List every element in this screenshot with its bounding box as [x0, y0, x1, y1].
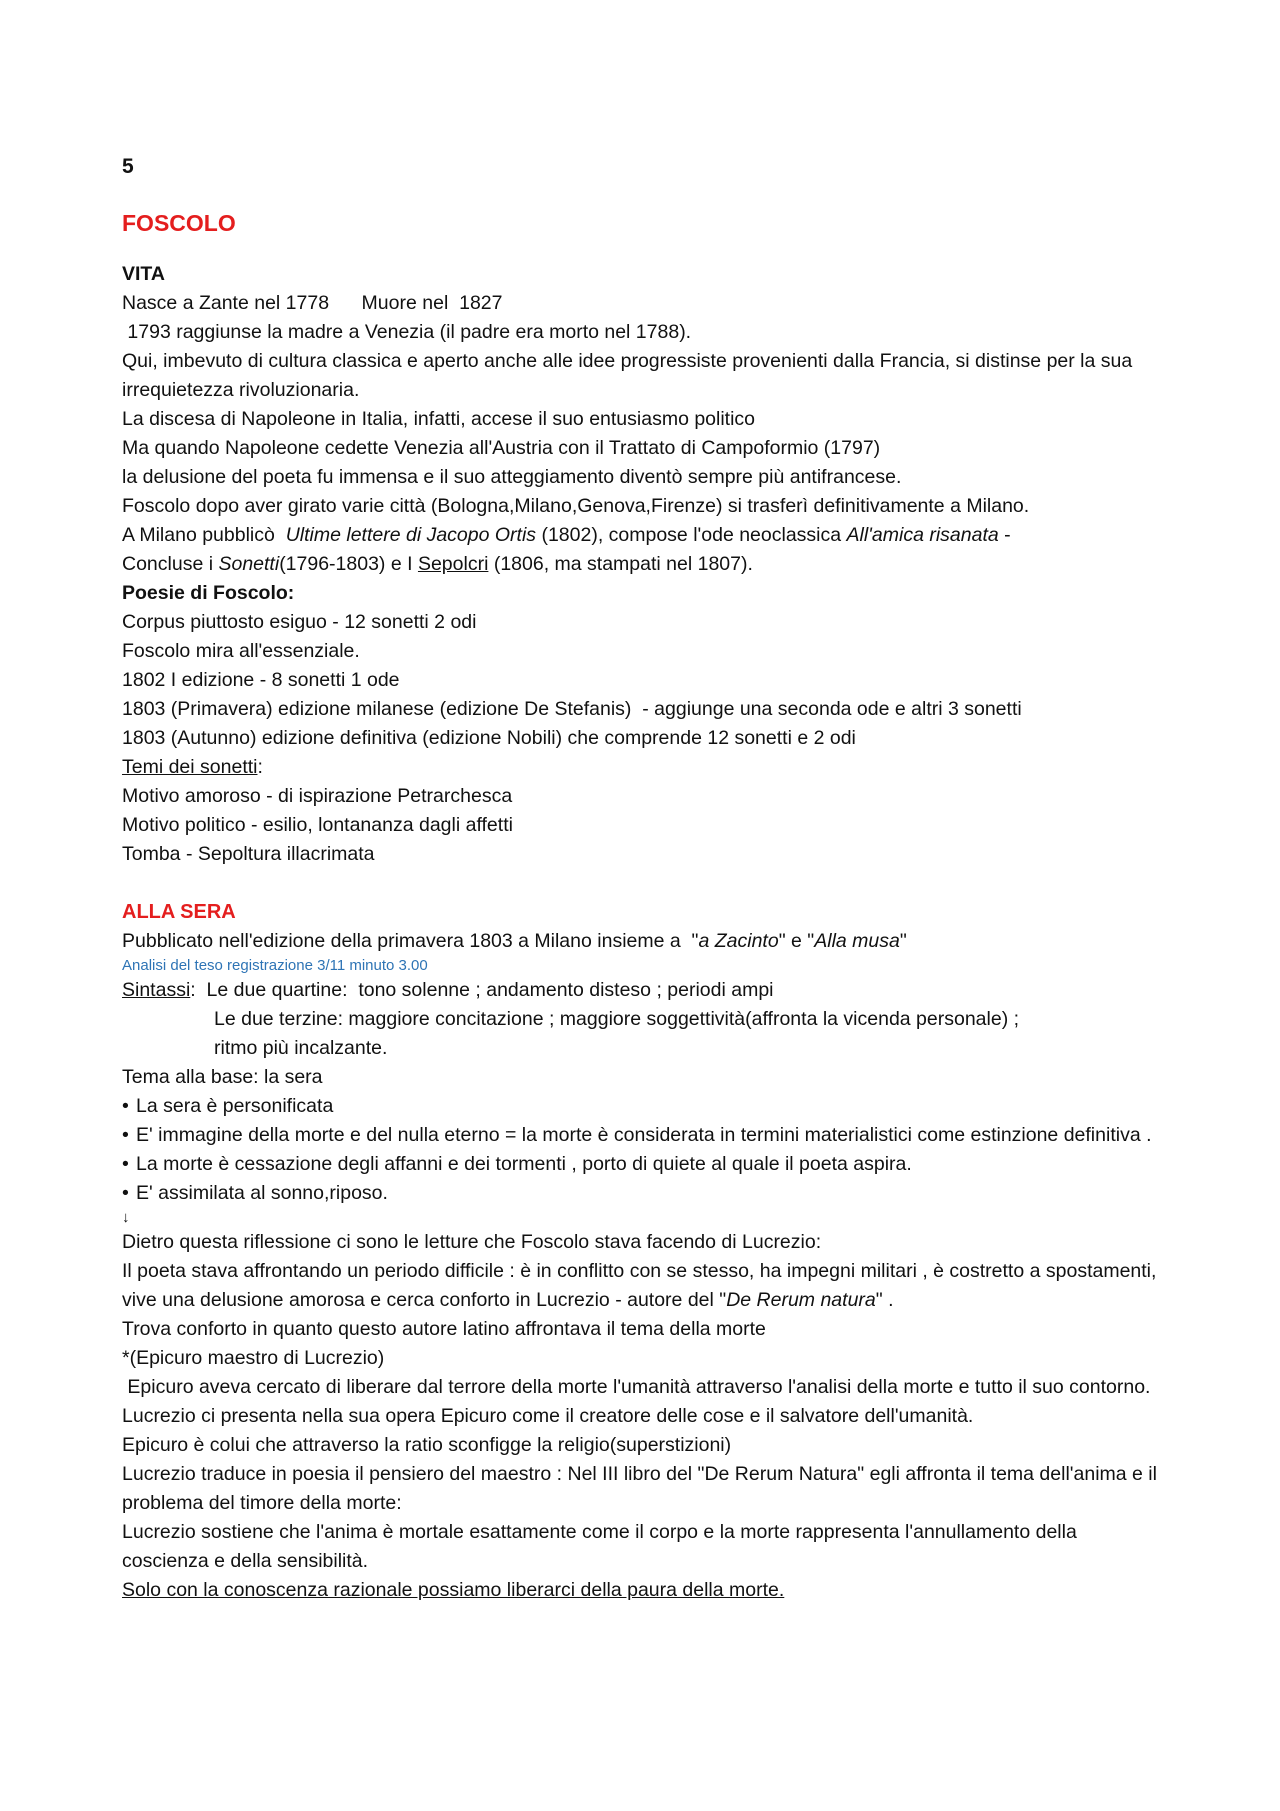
- vita-line-9-a: Concluse i: [122, 553, 219, 575]
- poesie-line-3: 1802 I edizione - 8 sonetti 1 ode: [122, 669, 400, 691]
- down-arrow-icon: ↓: [122, 1209, 130, 1226]
- vita-line-5: Ma quando Napoleone cedette Venezia all'Austria con il Trattato di Campoformio (1797): [122, 437, 881, 459]
- vita-line-8-a: A Milano pubblicò: [122, 524, 286, 546]
- bullet-item-2: • E' immagine della morte e del nulla eterno = la morte è considerata in termini materialistici come estinzione definitiva .: [122, 1121, 1162, 1150]
- tema-2: Motivo politico - esilio, lontananza dagli affetti: [122, 814, 513, 836]
- zacinto-title: a Zacinto: [698, 930, 779, 952]
- poesie-section: [122, 579, 1162, 869]
- sonetti-title: Sonetti: [218, 553, 280, 575]
- poesie-line-1: Corpus piuttosto esiguo - 12 sonetti 2 odi: [122, 611, 477, 633]
- vita-line-9-c: (1796-1803) e I: [279, 553, 418, 575]
- bullet-item-3: • La morte è cessazione degli affanni e dei tormenti , porto di quiete al quale il poeta aspira.: [122, 1150, 1162, 1179]
- paragraph-1: Dietro questa riflessione ci sono le letture che Foscolo stava facendo di Lucrezio:: [122, 1231, 822, 1253]
- poesie-line-5: 1803 (Autunno) edizione definitiva (edizione Nobili) che comprende 12 sonetti e 2 odi: [122, 727, 856, 749]
- paragraph-6: Lucrezio ci presenta nella sua opera Epicuro come il creatore delle cose e il salvatore dell'umanità.: [122, 1405, 974, 1427]
- vita-line-9-e: (1806, ma stampati nel 1807).: [488, 553, 753, 575]
- bullet-icon: •: [122, 1153, 129, 1175]
- vita-line-7: Foscolo dopo aver girato varie città (Bologna,Milano,Genova,Firenze) si trasferì definitivamente a Milano.: [122, 495, 1030, 517]
- alla-sera-heading: ALLA SERA: [122, 901, 236, 923]
- temi-label: Temi dei sonetti: [122, 756, 258, 778]
- bullet-item-4: • E' assimilata al sonno,riposo.: [122, 1179, 1162, 1208]
- pubblicato-line: [122, 927, 1162, 956]
- tema-1: Motivo amoroso - di ispirazione Petrarchesca: [122, 785, 513, 807]
- document-page: [122, 152, 1162, 1605]
- ortis-title: Ultime lettere di Jacopo Ortis: [285, 524, 537, 546]
- paragraph-5: Epicuro aveva cercato di liberare dal terrore della morte l'umanità attraverso l'analisi della morte e tutto il suo contorno.: [122, 1376, 1151, 1398]
- temi-heading: [122, 753, 1162, 782]
- sintassi-label: Sintassi: [122, 979, 191, 1001]
- poesie-heading: Poesie di Foscolo:: [122, 582, 295, 604]
- page-title: FOSCOLO: [122, 210, 236, 236]
- bullet-item-1: • La sera è personificata: [122, 1092, 1162, 1121]
- vita-line-8: [122, 521, 1162, 550]
- sintassi-text-1: : Le due quartine: tono solenne ; andamento disteso ; periodi ampi: [190, 979, 774, 1001]
- bullet-icon: •: [122, 1124, 129, 1146]
- sintassi-line-2: Le due terzine: maggiore concitazione ; maggiore soggettività(affronta la vicenda personale) ;: [214, 1008, 1020, 1030]
- paragraph-8: Lucrezio traduce in poesia il pensiero del maestro : Nel III libro del "De Rerum Natura" egli affronta il tema dell'anima e il problema del timore della morte:: [122, 1463, 1157, 1514]
- sintassi-line-3: ritmo più incalzante.: [214, 1037, 388, 1059]
- sepolcri-title: Sepolcri: [417, 553, 489, 575]
- amica-risanata-title: All'amica risanata: [846, 524, 999, 546]
- poesie-line-2: Foscolo mira all'essenziale.: [122, 640, 360, 662]
- paragraph-7: Epicuro è colui che attraverso la ratio sconfigge la religio(superstizioni): [122, 1434, 732, 1456]
- tema-3: Tomba - Sepoltura illacrimata: [122, 843, 375, 865]
- paragraph-4: *(Epicuro maestro di Lucrezio): [122, 1347, 385, 1369]
- paragraph-9: Lucrezio sostiene che l'anima è mortale esattamente come il corpo e la morte rappresenta l'annullamento della coscienza e della sensibilità.: [122, 1521, 1077, 1572]
- bullet-icon: •: [122, 1095, 129, 1117]
- vita-line-1: Nasce a Zante nel 1778 Muore nel 1827: [122, 292, 503, 314]
- vita-line-4: La discesa di Napoleone in Italia, infatti, accese il suo entusiasmo politico: [122, 408, 756, 430]
- bullet-icon: •: [122, 1182, 129, 1204]
- paragraph-3: Trova conforto in quanto questo autore latino affrontava il tema della morte: [122, 1318, 766, 1340]
- pub-a: Pubblicato nell'edizione della primavera 1803 a Milano insieme a ": [122, 930, 699, 952]
- tema-base: Tema alla base: la sera: [122, 1066, 323, 1088]
- vita-heading: VITA: [122, 263, 165, 285]
- vita-line-2: 1793 raggiunse la madre a Venezia (il padre era morto nel 1788).: [122, 321, 692, 343]
- vita-line-8-c: (1802), compose l'ode neoclassica: [536, 524, 847, 546]
- de-rerum-natura-title: De Rerum natura: [726, 1289, 876, 1311]
- page-number: 5: [122, 155, 134, 178]
- paragraph-10: Solo con la conoscenza razionale possiamo liberarci della paura della morte.: [122, 1579, 785, 1601]
- vita-section: [122, 260, 1162, 579]
- poesie-line-4: 1803 (Primavera) edizione milanese (edizione De Stefanis) - aggiunge una seconda ode e altri 3 sonetti: [122, 698, 1022, 720]
- vita-line-9: [122, 550, 1162, 579]
- temi-colon: :: [257, 756, 263, 778]
- alla-musa-title: Alla musa: [814, 930, 900, 952]
- pub-c: " e ": [778, 930, 815, 952]
- vita-line-6: la delusione del poeta fu immensa e il suo atteggiamento diventò sempre più antifrancese.: [122, 466, 902, 488]
- pub-e: ": [899, 930, 907, 952]
- analysis-note: Analisi del teso registrazione 3/11 minuto 3.00: [122, 957, 428, 974]
- sintassi-line-1: [122, 976, 1162, 1005]
- vita-line-3: Qui, imbevuto di cultura classica e aperto anche alle idee progressiste provenienti dalla Francia, si distinse per la sua irrequietezza rivoluzionaria.: [122, 350, 1133, 401]
- paragraph-2: Il poeta stava affrontando un periodo difficile : è in conflitto con se stesso, ha impegni militari , è costretto a spostamenti, vive una delusione amorosa e cerca conforto in Lucrezio - autore del "De Rerum natura" .: [122, 1260, 1157, 1311]
- vita-line-8-e: -: [998, 524, 1011, 546]
- alla-sera-section: [122, 898, 1162, 1605]
